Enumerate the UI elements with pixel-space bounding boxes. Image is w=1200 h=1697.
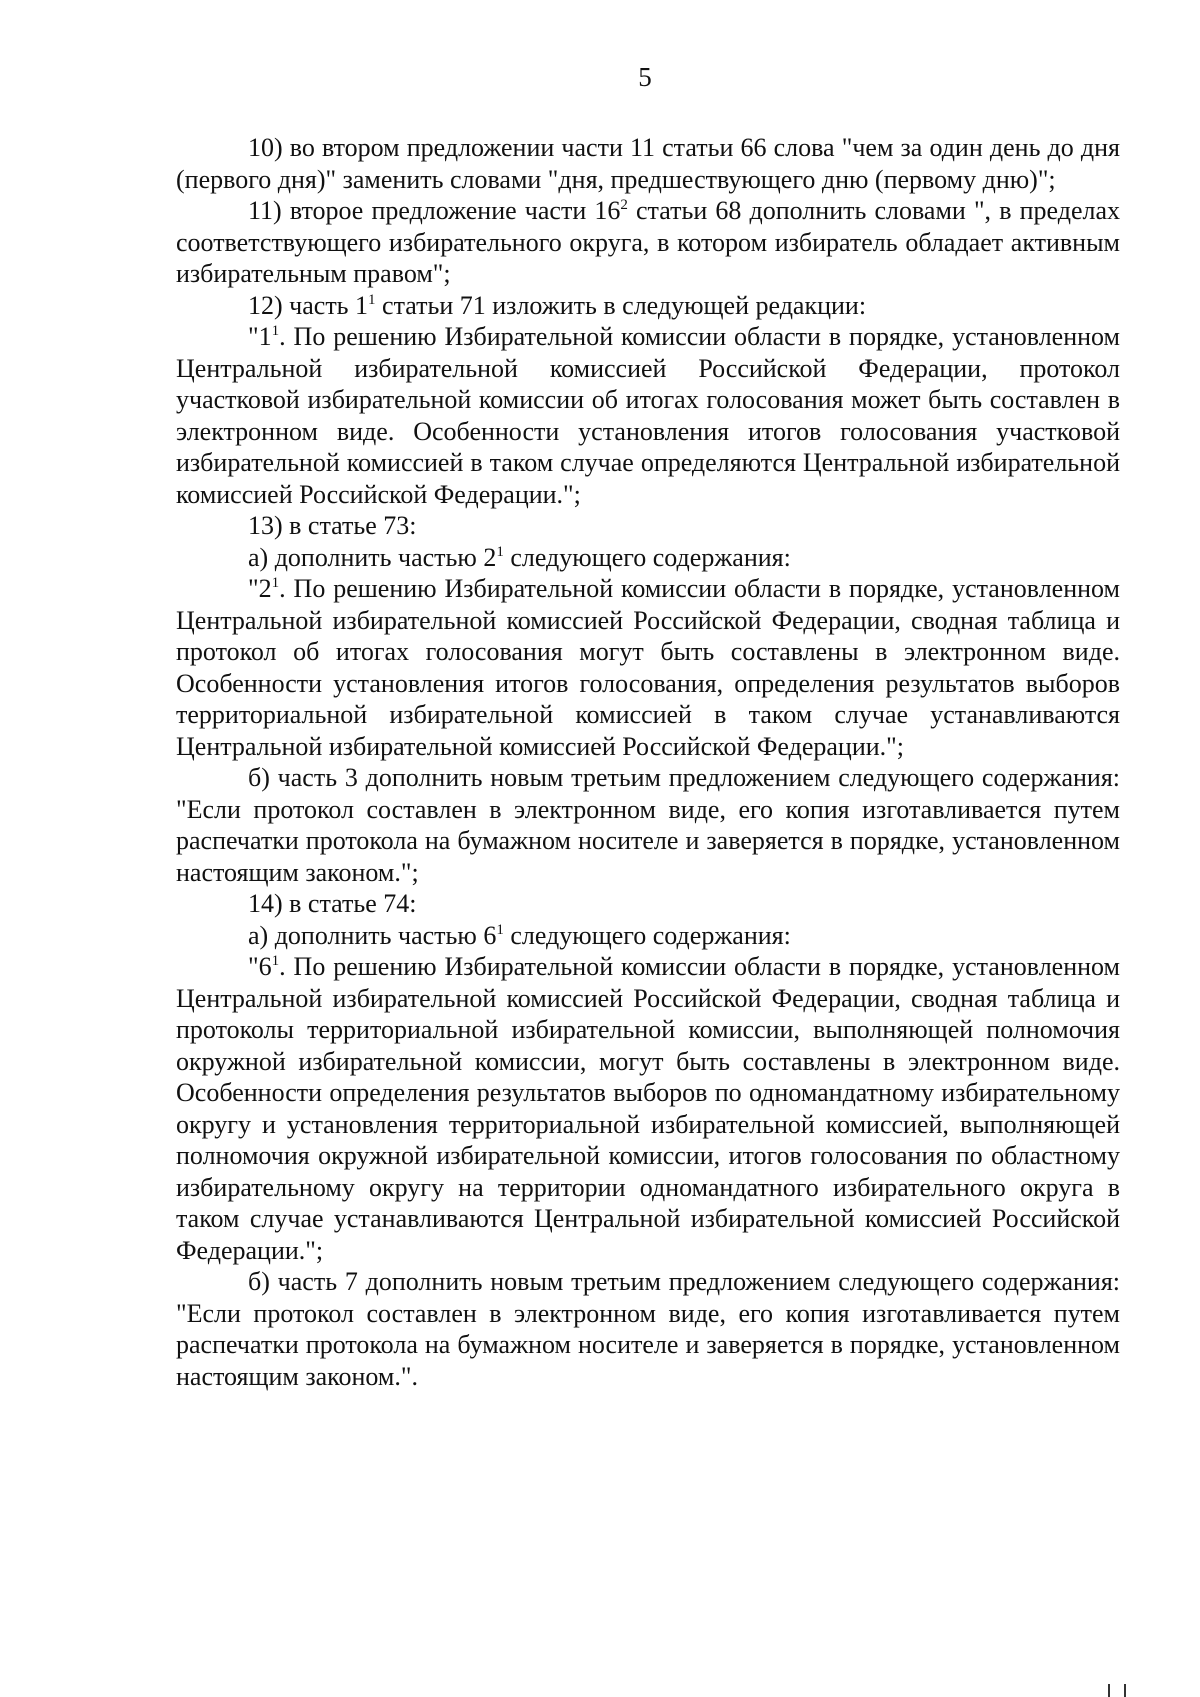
superscript: 1 — [496, 543, 504, 560]
scan-edge-mark — [1124, 1684, 1126, 1697]
paragraph-item-14a: а) дополнить частью $6^1$ следующего содержания: — [248, 920, 791, 950]
superscript: 1 — [496, 921, 504, 938]
document-body — [176, 132, 1120, 1392]
paragraph-quote-2-1: "$2^1$. По решению Избирательной комиссии области в порядке, установленном Центральной избирательной комиссией Российской Федерации, сводная таблица и протокол об итогах голосования могут быть составлены в электронном виде. Особенности установления итогов голосования, определения результатов выборов территориальной избирательной комиссией в таком случае устанавливаются Центральной избирательной комиссией Российской Федерации."; — [176, 574, 1120, 761]
paragraph-item-11: 11) второе предложение части $16^2$ статьи 68 дополнить словами ", в пределах соответствующего избирательного округа, в котором избиратель обладает активным избирательным правом"; — [176, 196, 1121, 288]
superscript: 1 — [368, 291, 376, 308]
paragraph-item-14b: б) часть 7 дополнить новым третьим предложением следующего содержания: "Если протокол составлен в электронном виде, его копия изготавливается путем распечатки протокола на бумажном носителе и заверяется в порядке, установленном настоящим законом.". — [176, 1267, 1120, 1391]
paragraph-item-12: 12) часть $1^1$ статьи 71 изложить в следующей редакции: — [248, 290, 867, 320]
scan-edge-mark — [1108, 1684, 1110, 1697]
paragraph-item-13: 13) в статье 73: — [248, 511, 417, 540]
superscript: 2 — [620, 197, 628, 213]
paragraph-item-13b: б) часть 3 дополнить новым третьим предложением следующего содержания: "Если протокол составлен в электронном виде, его копия изготавливается путем распечатки протокола на бумажном носителе и заверяется в порядке, установленном настоящим законом."; — [176, 763, 1120, 887]
paragraph-item-13a: а) дополнить частью $2^1$ следующего содержания: — [248, 542, 791, 572]
page-number: 5 — [638, 62, 652, 92]
paragraph-item-14: 14) в статье 74: — [248, 889, 417, 918]
superscript: 1 — [271, 953, 280, 969]
paragraph-quote-1-1: "$1^1$. По решению Избирательной комиссии области в порядке, установленном Центральной избирательной комиссией Российской Федерации, протокол участковой избирательной комиссии об итогах голосования может быть составлен в электронном виде. Особенности установления итогов голосования участковой избирательной комиссией в таком случае определяются Центральной избирательной комиссией Российской Федерации."; — [176, 322, 1120, 509]
superscript: 1 — [271, 575, 280, 591]
superscript: 1 — [271, 323, 280, 339]
paragraph-quote-6-1: "$6^1$. По решению Избирательной комиссии области в порядке, установленном Центральной избирательной комиссией Российской Федерации, сводная таблица и протоколы территориальной избирательной комиссии, выполняющей полномочия окружной избирательной комиссии, могут быть составлены в электронном виде. Особенности определения результатов выборов по одномандатному избирательному округу и установления территориальной избирательной комиссией, выполняющей полномочия окружной избирательной комиссии, итогов голосования по областному избирательному округу на территории одномандатного избирательного округа в таком случае устанавливаются Центральной избирательной комиссией Российской Федерации."; — [176, 952, 1120, 1265]
paragraph-item-10: 10) во втором предложении части 11 статьи 66 слова "чем за один день до дня (первого дня)" заменить словами "дня, предшествующего дню (первому дню)"; — [176, 133, 1120, 194]
